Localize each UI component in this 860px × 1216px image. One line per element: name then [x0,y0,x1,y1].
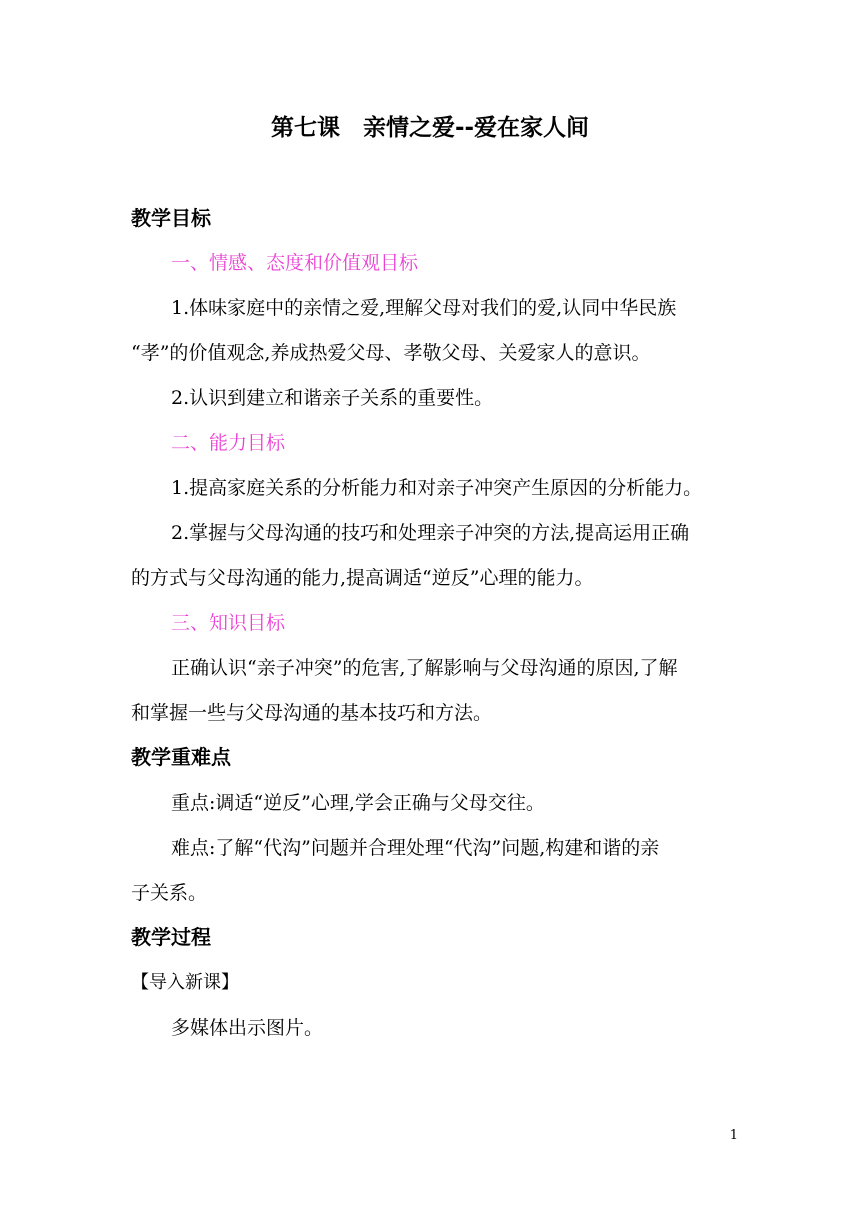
subheading-ability-goals: 二、能力目标 [171,432,286,454]
subheading-knowledge-goals: 三、知识目标 [171,612,286,634]
paragraph-line: 的方式与父母沟通的能力,提高调适“逆反”心理的能力。 [131,567,594,589]
lesson-title: 第七课 亲情之爱--爱在家人间 [270,115,590,141]
subheading-emotion-goals: 一、情感、态度和价值观目标 [171,252,419,274]
paragraph-line: 子关系。 [131,882,208,904]
heading-teaching-process: 教学过程 [131,925,211,949]
paragraph-line: 2.认识到建立和谐亲子关系的重要性。 [171,387,494,409]
heading-key-difficult-points: 教学重难点 [131,745,231,769]
paragraph-line: 重点:调适“逆反”心理,学会正确与父母交往。 [171,792,545,814]
paragraph-line: 多媒体出示图片。 [171,1017,324,1039]
paragraph-line: 1.体味家庭中的亲情之爱,理解父母对我们的爱,认同中华民族 [171,297,677,319]
paragraph-line: 和掌握一些与父母沟通的基本技巧和方法。 [131,702,493,724]
heading-teaching-objectives: 教学目标 [131,206,211,230]
page-number: 1 [729,1128,738,1143]
paragraph-line: 1.提高家庭关系的分析能力和对亲子冲突产生原因的分析能力。 [171,477,703,499]
paragraph-line: 难点:了解“代沟”问题并合理处理“代沟”问题,构建和谐的亲 [171,837,660,859]
section-label-intro: 【导入新课】 [131,972,239,993]
paragraph-line: “孝”的价值观念,养成热爱父母、孝敬父母、关爱家人的意识。 [131,342,651,364]
paragraph-line: 2.掌握与父母沟通的技巧和处理亲子冲突的方法,提高运用正确 [171,522,690,544]
paragraph-line: 正确认识“亲子冲突”的危害,了解影响与父母沟通的原因,了解 [171,657,678,679]
